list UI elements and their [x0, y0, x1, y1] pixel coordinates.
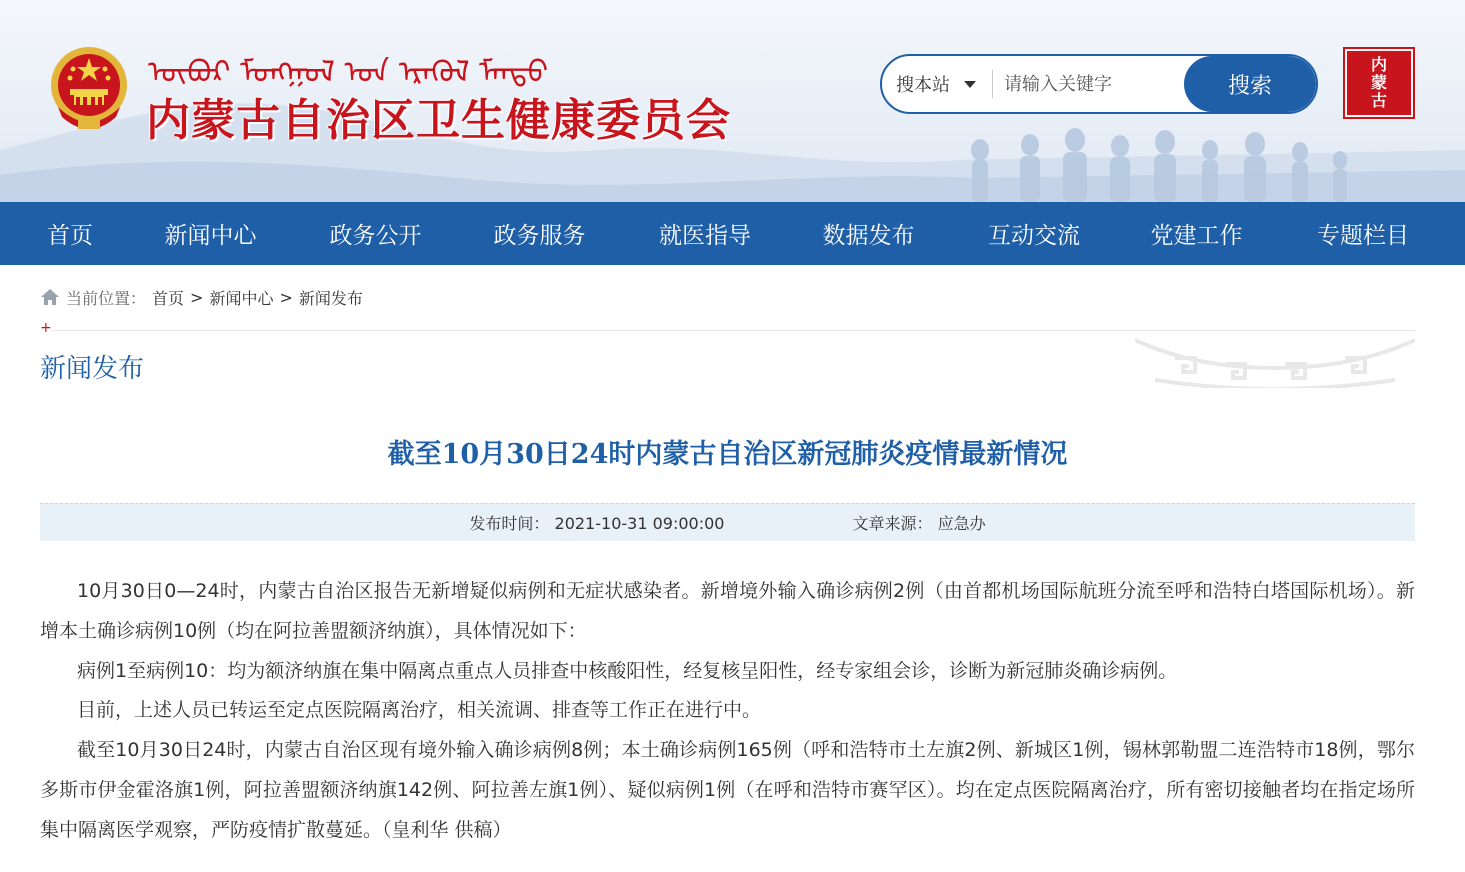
caret-down-icon — [964, 81, 976, 88]
nav-item-government-services[interactable]: 政务服务 — [493, 223, 586, 249]
breadcrumb-prefix: 当前位置： — [66, 288, 147, 308]
seal-char: 内 — [1370, 55, 1387, 74]
nav-item-government-affairs[interactable]: 政务公开 — [329, 223, 422, 249]
section-title: 新闻发布 — [40, 354, 145, 384]
article-source-value: 应急办 — [937, 514, 986, 533]
article-meta-bar — [40, 503, 1415, 541]
main-nav — [0, 202, 1465, 265]
search-divider — [992, 70, 993, 98]
article-title: 截至10月30日24时内蒙古自治区新冠肺炎疫情最新情况 — [387, 439, 1068, 470]
site-header — [0, 0, 1465, 202]
article-paragraph: 10月30日0—24时，内蒙古自治区报告无新增疑似病例和无症状感染者。新增境外输入确诊病例2例（由首都机场国际航班分流至呼和浩特白塔国际机场）。新增本土确诊病例10例（均在阿拉善盟额济纳旗），具体情况如下： — [40, 580, 1415, 642]
article-source — [852, 511, 985, 534]
nav-item-interaction[interactable]: 互动交流 — [988, 223, 1080, 249]
article-paragraph: 目前，上述人员已转运至定点医院隔离治疗，相关流调、排查等工作正在进行中。 — [77, 699, 762, 722]
article-paragraph: 病例1至病例10：均为额济纳旗在集中隔离点重点人员排查中核酸阳性，经复核呈阳性，经专家组会诊，诊断为新冠肺炎确诊病例。 — [77, 659, 1178, 682]
nav-item-news-center[interactable]: 新闻中心 — [164, 223, 257, 249]
mongolian-script-title: ᠥᠪᠦᠷ ᠮᠣᠩᠭᠣᠯ ᠤᠨ ᠡᠷᠡᠭᠦᠯ ᠮᠡᠨᠳᠦ — [148, 55, 549, 90]
mongolian-pattern-decoration — [1135, 328, 1415, 388]
search-button[interactable]: 搜索 — [1184, 56, 1316, 112]
nav-item-medical-guidance[interactable]: 就医指导 — [659, 223, 751, 249]
seal-char: 古 — [1370, 91, 1387, 110]
search-input[interactable] — [994, 56, 1184, 112]
nav-item-data-release[interactable]: 数据发布 — [822, 223, 915, 249]
seal-char: 蒙 — [1370, 73, 1387, 92]
home-icon — [40, 288, 60, 306]
search-box — [880, 54, 1318, 114]
seal-inner — [1347, 51, 1411, 115]
publish-time — [469, 511, 724, 534]
breadcrumb-separator: > — [279, 287, 293, 307]
nav-item-party-building[interactable]: 党建工作 — [1150, 223, 1243, 249]
article-paragraph: 截至10月30日24时，内蒙古自治区现有境外输入确诊病例8例；本土确诊病例165例（呼和浩特市土左旗2例、新城区1例，锡林郭勒盟二连浩特市18例，鄂尔多斯市伊金霍洛旗1例，阿拉善盟额济纳旗142例、阿拉善左旗1例）、疑似病例1例（在呼和浩特市赛罕区）。均在定点医院隔离治疗，所有密切接触者均在指定场所集中隔离医学观察，严防疫情扩散蔓延。（皇利华 供稿） — [40, 739, 1415, 841]
breadcrumb-news-release-link[interactable]: 新闻发布 — [298, 288, 363, 308]
breadcrumb-news-center-link[interactable]: 新闻中心 — [209, 288, 274, 308]
publish-time-label: 发布时间： — [469, 514, 550, 533]
mongolian-seal-logo[interactable] — [1343, 47, 1415, 119]
nav-item-special-topics[interactable]: 专题栏目 — [1317, 223, 1409, 249]
nav-item-home[interactable]: 首页 — [47, 223, 93, 249]
site-title: 内蒙古自治区卫生健康委员会 — [146, 95, 731, 146]
article-body — [40, 572, 1415, 851]
section-heading — [40, 320, 1415, 390]
national-emblem-icon — [48, 45, 130, 133]
plus-icon: + — [40, 320, 52, 336]
search-scope-select[interactable] — [882, 56, 992, 112]
publish-time-value: 2021-10-31 09:00:00 — [554, 514, 725, 533]
breadcrumb-separator: > — [190, 287, 204, 307]
breadcrumb — [40, 285, 363, 309]
breadcrumb-home-link[interactable]: 首页 — [152, 288, 185, 308]
article-source-label: 文章来源： — [852, 514, 933, 533]
search-scope-label: 搜本站 — [896, 75, 950, 96]
